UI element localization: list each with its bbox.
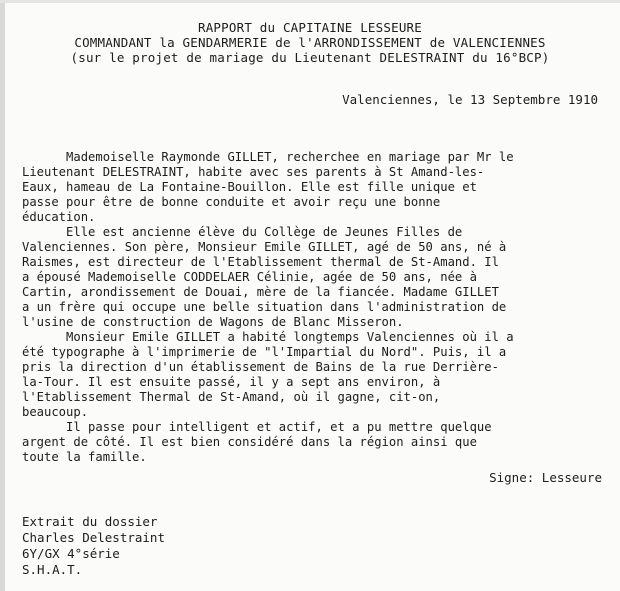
scan-edge-top xyxy=(0,0,620,3)
reference-line: S.H.A.T. xyxy=(22,562,83,577)
signature: Signe: Lesseure xyxy=(489,470,602,485)
body-line: Cartin, arondissement de Douai, mère de la fiancée. Madame GILLET xyxy=(22,285,499,299)
reference-line: Extrait du dossier xyxy=(22,514,158,529)
report-title: RAPPORT du CAPITAINE LESSEURE xyxy=(197,20,423,35)
body-line: a épousé Mademoiselle CODDELAER Célinie, agée de 50 ans, née à xyxy=(22,270,477,284)
reference-line: 6Y/GX 4°série xyxy=(22,546,120,561)
body-line: Il passe pour intelligent et actif, et a pu mettre quelque xyxy=(22,420,492,434)
report-subtitle: COMMANDANT la GENDARMERIE de l'ARRONDISSEMENT de VALENCIENNES xyxy=(74,35,546,50)
report-date: Valenciennes, le 13 Septembre 1910 xyxy=(342,92,598,107)
body-line: Monsieur Emile GILLET a habité longtemps Valenciennes où il a xyxy=(22,330,514,344)
body-line: beaucoup. xyxy=(22,405,89,419)
body-line: l'usine de construction de Wagons de Blanc Misseron. xyxy=(22,315,404,329)
body-line: argent de côté. Il est bien considéré dans la région ainsi que xyxy=(22,435,477,449)
body-line: l'Etablissement Thermal de St-Amand, où il gagne, cit-on, xyxy=(22,390,441,404)
body-line: la-Tour. Il est ensuite passé, il y a sept ans environ, à xyxy=(22,375,441,389)
scan-edge-left xyxy=(0,0,5,591)
body-line: été typographe à l'imprimerie de "l'Impartial du Nord". Puis, il a xyxy=(22,345,507,359)
report-subject: (sur le projet de mariage du Lieutenant DELESTRAINT du 16°BCP) xyxy=(70,50,550,65)
body-line: Valenciennes. Son père, Monsieur Emile GILLET, agé de 50 ans, né à xyxy=(22,240,507,254)
body-line: pris la direction d'un établissement de Bains de la rue Derrière- xyxy=(22,360,499,374)
body-line: Raismes, est directeur de l'Etablissement thermal de St-Amand. Il xyxy=(22,255,499,269)
body-line: Eaux, hameau de La Fontaine-Bouillon. Elle est fille unique et xyxy=(22,180,477,194)
body-line: éducation. xyxy=(22,210,96,224)
body-line: passe pour être de bonne conduite et avoir reçu une bonne xyxy=(22,195,441,209)
body-line: a un frère qui occupe une belle situation dans l'administration de xyxy=(22,300,507,314)
body-line: toute la famille. xyxy=(22,450,147,464)
body-line: Mademoiselle Raymonde GILLET, recherchee en mariage par Mr le xyxy=(22,150,514,164)
body-line: Elle est ancienne élève du Collège de Jeunes Filles de xyxy=(22,225,463,239)
reference-line: Charles Delestraint xyxy=(22,530,165,545)
body-line: Lieutenant DELESTRAINT, habite avec ses parents à St Amand-les- xyxy=(22,165,485,179)
